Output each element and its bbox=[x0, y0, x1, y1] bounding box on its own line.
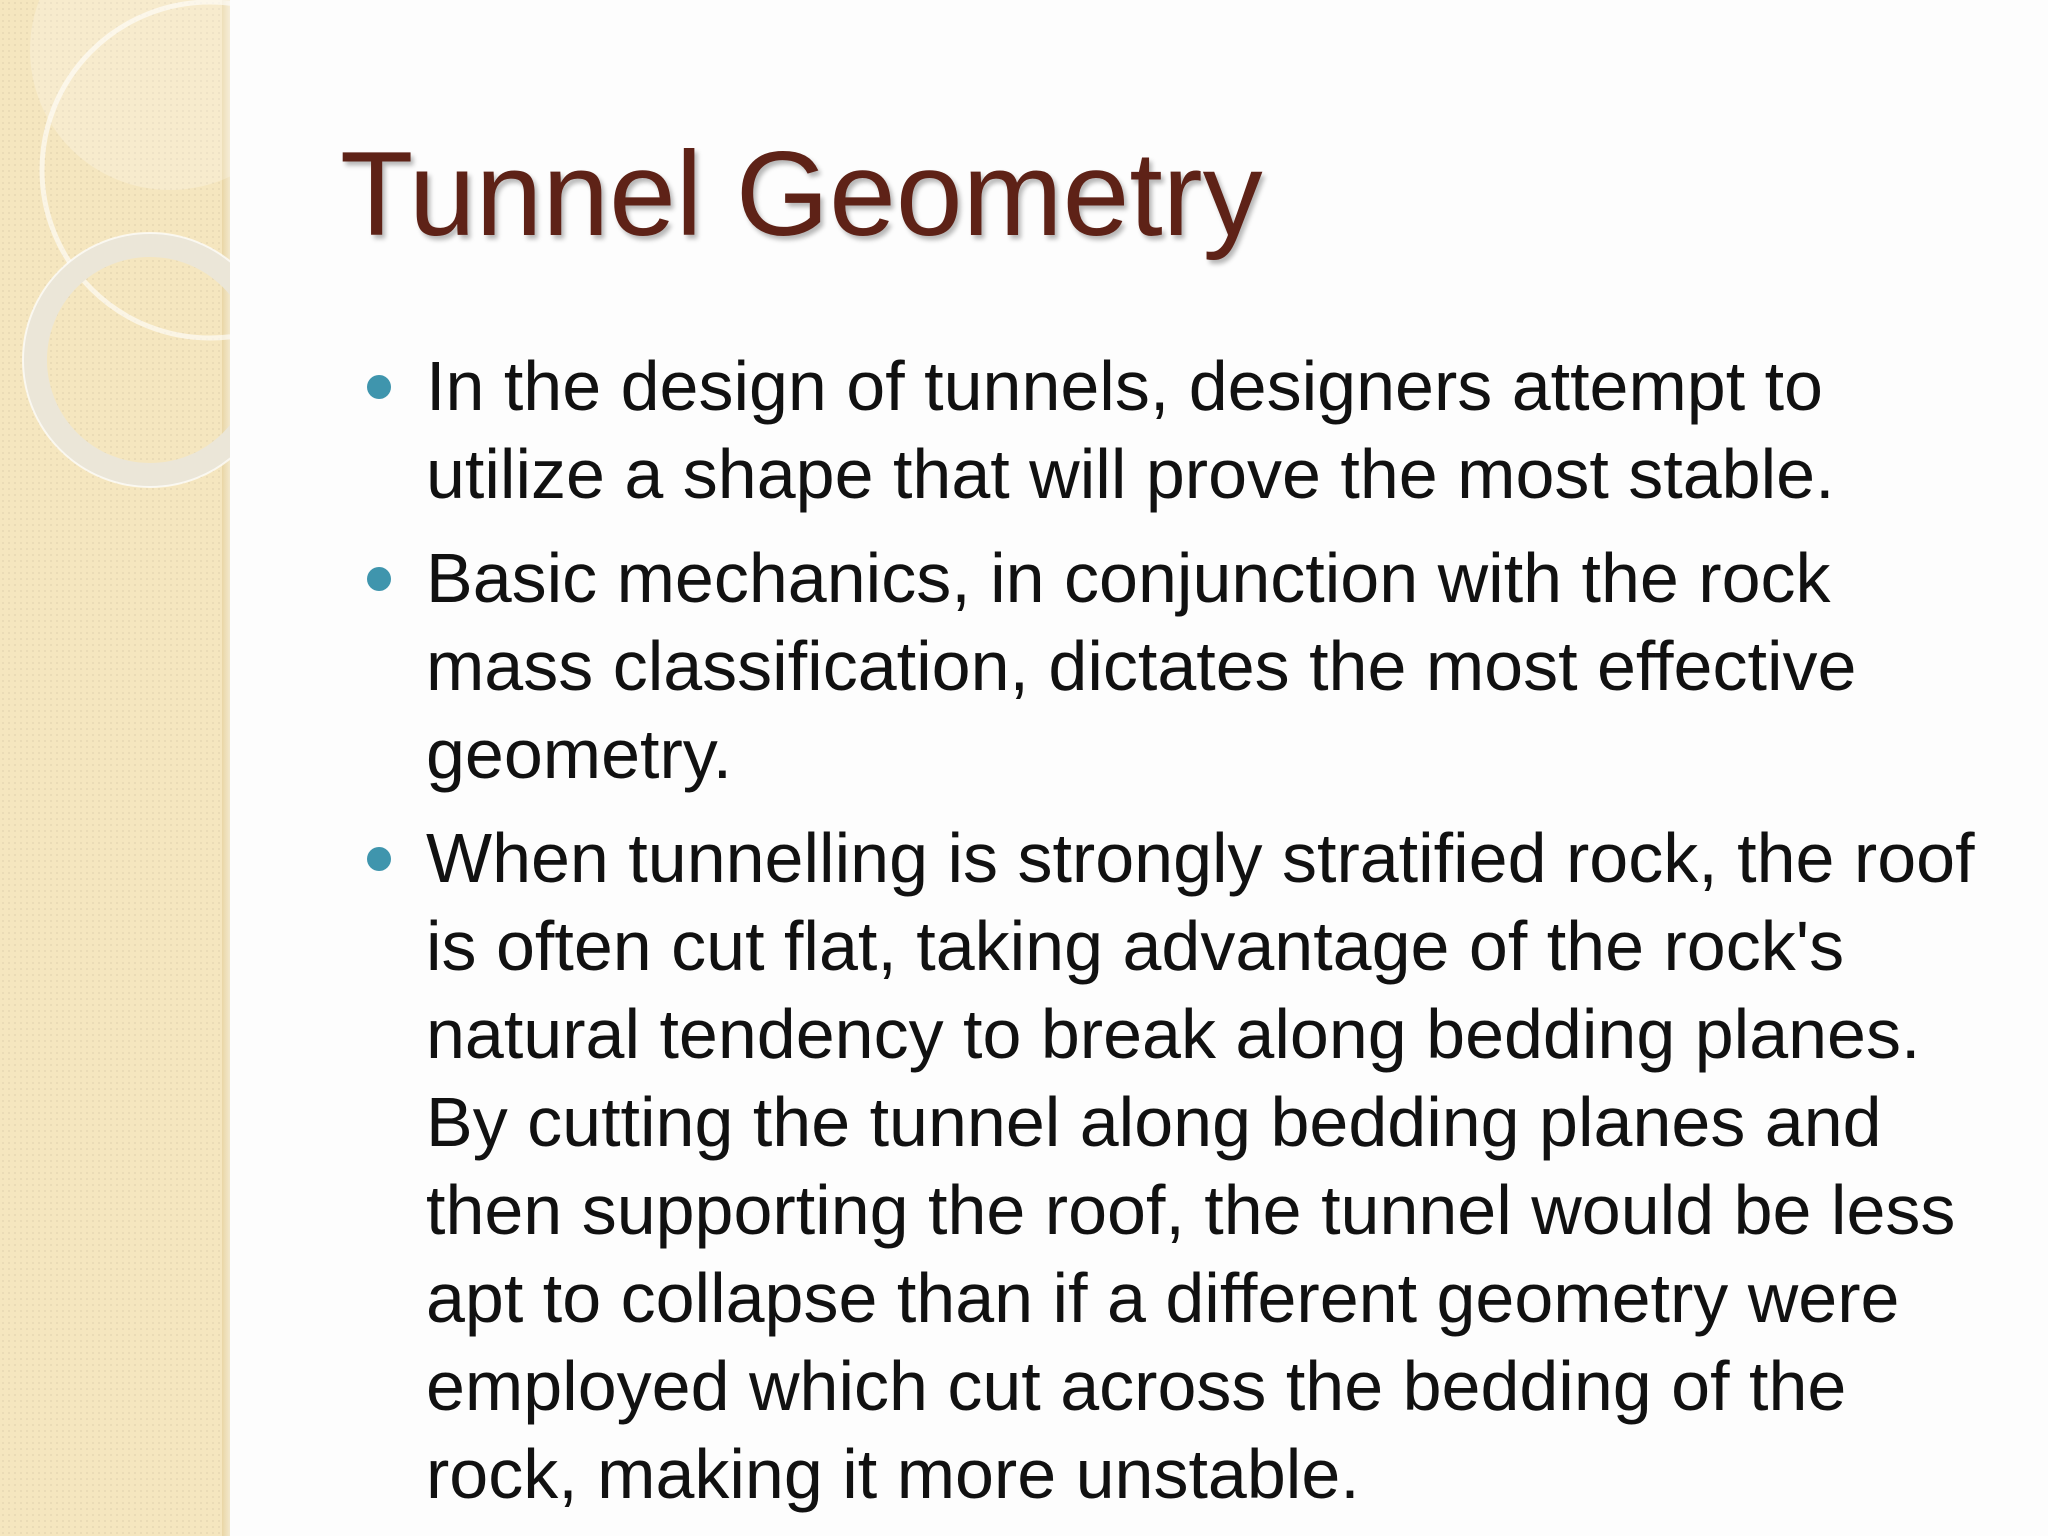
bullet-item-3 bbox=[362, 814, 1982, 1518]
bullet-list bbox=[362, 342, 1982, 1534]
bullet-text: When tunnelling is strongly stratified rock, the roof is often cut flat, taking advantage of the rock's natural tendency to break along bedding planes. By cutting the tunnel along bedding planes and then supporting the roof, the tunnel would be less apt to collapse than if a different geometry were employed which cut across the bedding of the rock, making it more unstable. bbox=[426, 819, 1975, 1513]
bullet-marker-icon bbox=[367, 847, 391, 871]
bullet-text: In the design of tunnels, designers attempt to utilize a shape that will prove the most stable. bbox=[426, 347, 1835, 513]
bullet-marker-icon bbox=[367, 567, 391, 591]
slide-title: Tunnel Geometry bbox=[340, 127, 1263, 261]
bullet-text: Basic mechanics, in conjunction with the rock mass classification, dictates the most effective geometry. bbox=[426, 539, 1857, 793]
bullet-item-2 bbox=[362, 534, 1982, 798]
bullet-item-1 bbox=[362, 342, 1982, 518]
bullet-marker-icon bbox=[367, 375, 391, 399]
decorative-rings bbox=[0, 0, 230, 520]
